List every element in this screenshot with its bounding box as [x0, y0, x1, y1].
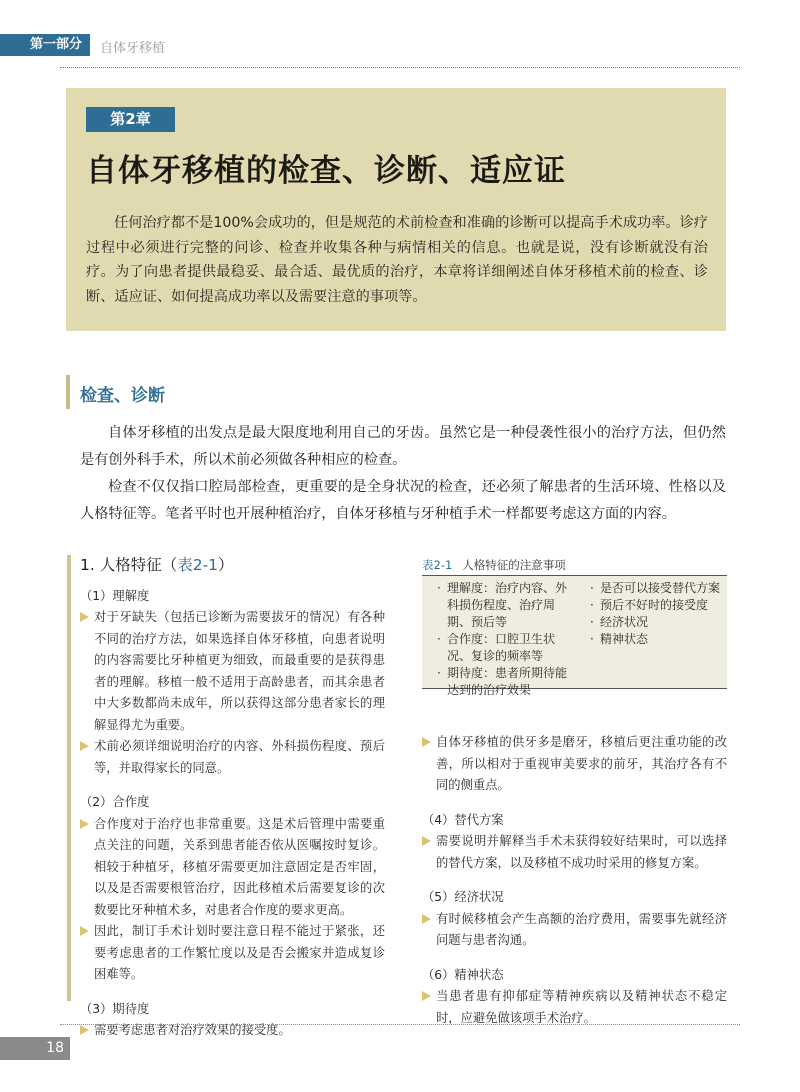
chapter-title: 自体牙移植的检查、诊断、适应证 — [86, 153, 566, 189]
bullet-item: 合作度对于治疗也非常重要。这是术后管理中需要重点关注的问题，关系到患者能否依从医嘱按时复诊。相较于种植牙，移植牙需要更加注意固定是否牢固，以及是否需要根管治疗，因此移植术后需要复诊的次数要比牙种植术多，对患者合作度的要求更高。 — [80, 814, 385, 922]
item-head-economy: （5）经济状况 — [422, 890, 504, 904]
page-number: 18 — [0, 1037, 70, 1060]
table-item: · 经济状况 — [590, 615, 649, 629]
header-divider — [60, 67, 740, 68]
bullet-item: 需要说明并解释当手术未获得较好结果时，可以选择的替代方案，以及移植不成功时采用的修复方案。 — [422, 831, 727, 874]
part-name: 自体牙移植 — [100, 41, 166, 56]
triangle-bullet-icon — [80, 819, 89, 829]
triangle-bullet-icon — [80, 612, 89, 622]
subsection-title — [80, 555, 385, 577]
bullet-item: 术前必须详细说明治疗的内容、外科损伤程度、预后等，并取得家长的同意。 — [80, 736, 385, 779]
triangle-bullet-icon — [422, 991, 431, 1001]
subsection-close: ） — [218, 556, 234, 574]
section-paragraph-2: 检查不仅仅指口腔局部检查，更重要的是全身状况的检查，还必须了解患者的生活环境、性格以及人格特征等。笔者平时也开展种植治疗，自体牙移植与牙种植手术一样都要考虑这方面的内容。 — [80, 479, 726, 522]
table-item: · 理解度：治疗内容、外科损伤程度、治疗周期、预后等 — [437, 581, 568, 629]
item-head-alternatives: （4）替代方案 — [422, 812, 504, 827]
triangle-bullet-icon — [422, 836, 431, 846]
table-column-left — [437, 580, 567, 699]
item-head-cooperation: （2）合作度 — [80, 795, 150, 809]
triangle-bullet-icon — [422, 737, 431, 747]
table-caption — [422, 557, 566, 573]
bullet-item: 因此，制订手术计划时要注意日程不能过于紧张，还要考虑患者的工作繁忙度以及是否会搬家并造成复诊困难等。 — [80, 921, 385, 986]
right-column — [422, 732, 727, 1029]
triangle-bullet-icon — [80, 1025, 89, 1035]
table-item: · 精神状态 — [590, 632, 649, 646]
bullet-item: 自体牙移植的供牙多是磨牙，移植后更注重功能的改善，所以相对于重视审美要求的前牙，其治疗各有不同的侧重点。 — [422, 732, 727, 797]
item-head-mental-state: （6）精神状态 — [422, 967, 504, 982]
table-title: 人格特征的注意事项 — [462, 558, 566, 572]
item-head-expectation: （3）期待度 — [80, 1001, 150, 1016]
part-label-badge: 第一部分 — [0, 34, 90, 56]
bullet-item: 有时候移植会产生高额的治疗费用，需要事先就经济问题与患者沟通。 — [422, 909, 727, 952]
table-item: · 合作度：口腔卫生状况、复诊的频率等 — [437, 632, 556, 663]
table-reference-link[interactable]: 表2-1 — [177, 556, 219, 574]
personality-table — [422, 575, 727, 697]
left-column — [80, 555, 385, 1042]
chapter-intro-text: 任何治疗都不是100%会成功的，但是规范的术前检查和准确的诊断可以提高手术成功率。诊疗过程中必须进行完整的问诊、检查并收集各种与病情相关的信息。也就是说，没有诊断就没有治疗。为了向患者提供最稳妥、最合适、最优质的治疗，本章将详细阐述自体牙移植术前的检查、诊断、适应证、如何提高成功率以及需要注意的事项等。 — [86, 215, 708, 305]
left-column-accent-bar — [67, 555, 71, 1001]
table-item: · 期待度：患者所期待能达到的治疗效果 — [437, 666, 568, 697]
table-item: · 是否可以接受替代方案 — [590, 581, 721, 595]
section-accent-bar — [66, 375, 70, 409]
section-paragraph-1: 自体牙移植的出发点是最大限度地利用自己的牙齿。虽然它是一种侵袭性很小的治疗方法，但仍然是有创外科手术，所以术前必须做各种相应的检查。 — [80, 425, 726, 468]
triangle-bullet-icon — [80, 926, 89, 936]
bullet-item: 当患者患有抑郁症等精神疾病以及精神状态不稳定时，应避免做该项手术治疗。 — [422, 986, 727, 1029]
section-title: 检查、诊断 — [80, 386, 165, 406]
table-number: 表2-1 — [422, 558, 453, 572]
table-column-right — [590, 580, 725, 648]
triangle-bullet-icon — [80, 741, 89, 751]
table-item: · 预后不好时的接受度 — [590, 598, 709, 612]
chapter-badge: 第2章 — [86, 107, 175, 132]
bullet-item: 需要考虑患者对治疗效果的接受度。 — [80, 1020, 385, 1042]
triangle-bullet-icon — [422, 914, 431, 924]
item-head-understanding: （1）理解度 — [80, 588, 150, 603]
subsection-number: 1. 人格特征（ — [80, 556, 178, 574]
footer-divider — [60, 1024, 740, 1025]
bullet-item: 对于牙缺失（包括已诊断为需要拔牙的情况）有各种不同的治疗方法，如果选择自体牙移植，向患者说明的内容需要比牙种植更为细致，而最重要的是获得患者的理解。移植一般不适用于高龄患者，而其余患者中大多数都尚未成年，所以获得这部分患者家长的理解显得尤为重要。 — [80, 607, 385, 736]
